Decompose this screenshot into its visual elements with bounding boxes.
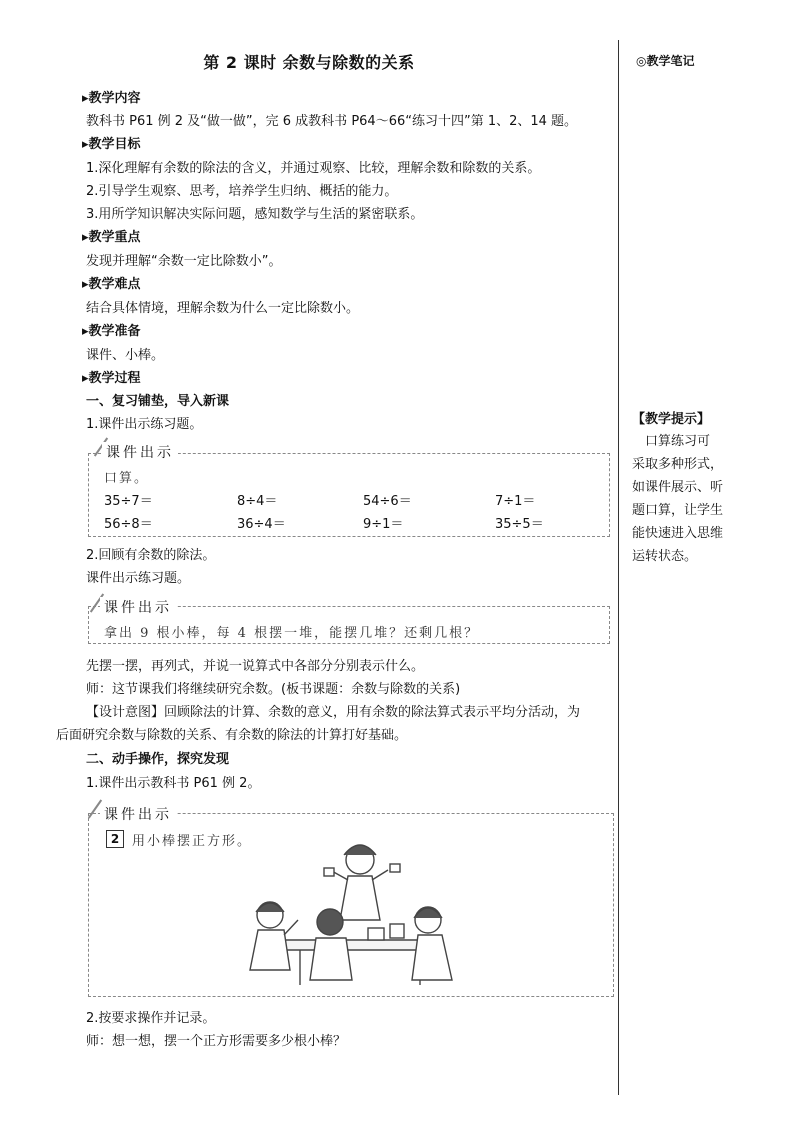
tips-line: 如课件展示、听 xyxy=(632,480,724,495)
design-intent-cont: 后面研究余数与除数的关系、有余数的除法的计算打好基础。 xyxy=(56,728,408,743)
exercise-item: 36÷4＝ xyxy=(237,517,286,532)
exercise-item: 56÷8＝ xyxy=(104,517,153,532)
column-divider xyxy=(618,40,619,1095)
key-text: 发现并理解“余数一定比除数小”。 xyxy=(86,254,282,269)
exercise-item: 54÷6＝ xyxy=(363,494,412,509)
part1-heading: 一、复习铺垫，导入新课 xyxy=(86,394,230,409)
section-heading-process: ▸教学过程 xyxy=(82,371,141,386)
tips-line: 运转状态。 xyxy=(632,549,698,564)
design-intent: 【设计意图】回顾除法的计算、余数的意义，用有余数的除法算式表示平均分活动，为 xyxy=(86,705,581,720)
exercise-item: 8÷4＝ xyxy=(237,494,278,509)
teacher-line: 师：想一想，摆一个正方形需要多少根小棒？ xyxy=(86,1034,347,1049)
goal-item: 2.引导学生观察、思考，培养学生归纳、概括的能力。 xyxy=(86,184,398,199)
problem-text: 拿出 9 根小棒，每 4 根摆一堆，能摆几堆？还剩几根？ xyxy=(104,626,480,641)
exercise-item: 9÷1＝ xyxy=(363,517,404,532)
example-number: 2 xyxy=(106,830,124,848)
courseware-label: 课件出示 xyxy=(100,597,176,617)
tips-line: 采取多种形式， xyxy=(632,457,724,472)
children-illustration xyxy=(240,820,460,990)
instruction-text: 先摆一摆，再列式，并说一说算式中各部分分别表示什么。 xyxy=(86,659,425,674)
teacher-line: 师：这节课我们将继续研究余数。(板书课题：余数与除数的关系) xyxy=(86,682,461,697)
step-text: 1.课件出示教科书 P61 例 2。 xyxy=(86,776,261,791)
page-title: 第 2 课时 余数与除数的关系 xyxy=(203,53,415,72)
tips-body xyxy=(632,430,742,568)
step-text: 2.回顾有余数的除法。 xyxy=(86,548,216,563)
section-heading-goals: ▸教学目标 xyxy=(82,137,141,152)
tips-heading: 【教学提示】 xyxy=(632,412,711,427)
goal-item: 1.深化理解有余数的除法的含义，并通过观察、比较，理解余数和除数的关系。 xyxy=(86,161,541,176)
courseware-label: 课件出示 xyxy=(100,804,176,824)
tips-line: 口算练习可 xyxy=(632,434,711,449)
section-heading-difficult: ▸教学难点 xyxy=(82,277,141,292)
section-heading-content: ▸教学内容 xyxy=(82,91,141,106)
tips-line: 能快速进入思维 xyxy=(632,526,724,541)
step-text: 2.按要求操作并记录。 xyxy=(86,1011,216,1026)
exercise-item: 7÷1＝ xyxy=(495,494,536,509)
example-text: 用小棒摆正方形。 xyxy=(132,834,253,849)
section-heading-key: ▸教学重点 xyxy=(82,230,141,245)
exercise-item: 35÷5＝ xyxy=(495,517,544,532)
exercise-item: 35÷7＝ xyxy=(104,494,153,509)
part2-heading: 二、动手操作，探究发现 xyxy=(86,752,230,767)
tips-line: 题口算，让学生 xyxy=(632,503,724,518)
content-text: 教科书 P61 例 2 及“做一做”，完 6 成教科书 P64～66“练习十四”第 1、2、14 题。 xyxy=(86,114,578,129)
step-text: 1.课件出示练习题。 xyxy=(86,417,203,432)
courseware-label: 课件出示 xyxy=(102,442,178,462)
notes-title: ◎教学笔记 xyxy=(636,54,695,68)
difficult-text: 结合具体情境，理解余数为什么一定比除数小。 xyxy=(86,301,360,316)
exercise-intro: 口算。 xyxy=(104,471,150,486)
section-heading-prep: ▸教学准备 xyxy=(82,324,141,339)
prep-text: 课件、小棒。 xyxy=(86,348,165,363)
step-text: 课件出示练习题。 xyxy=(86,571,191,586)
goal-item: 3.用所学知识解决实际问题，感知数学与生活的紧密联系。 xyxy=(86,207,424,222)
